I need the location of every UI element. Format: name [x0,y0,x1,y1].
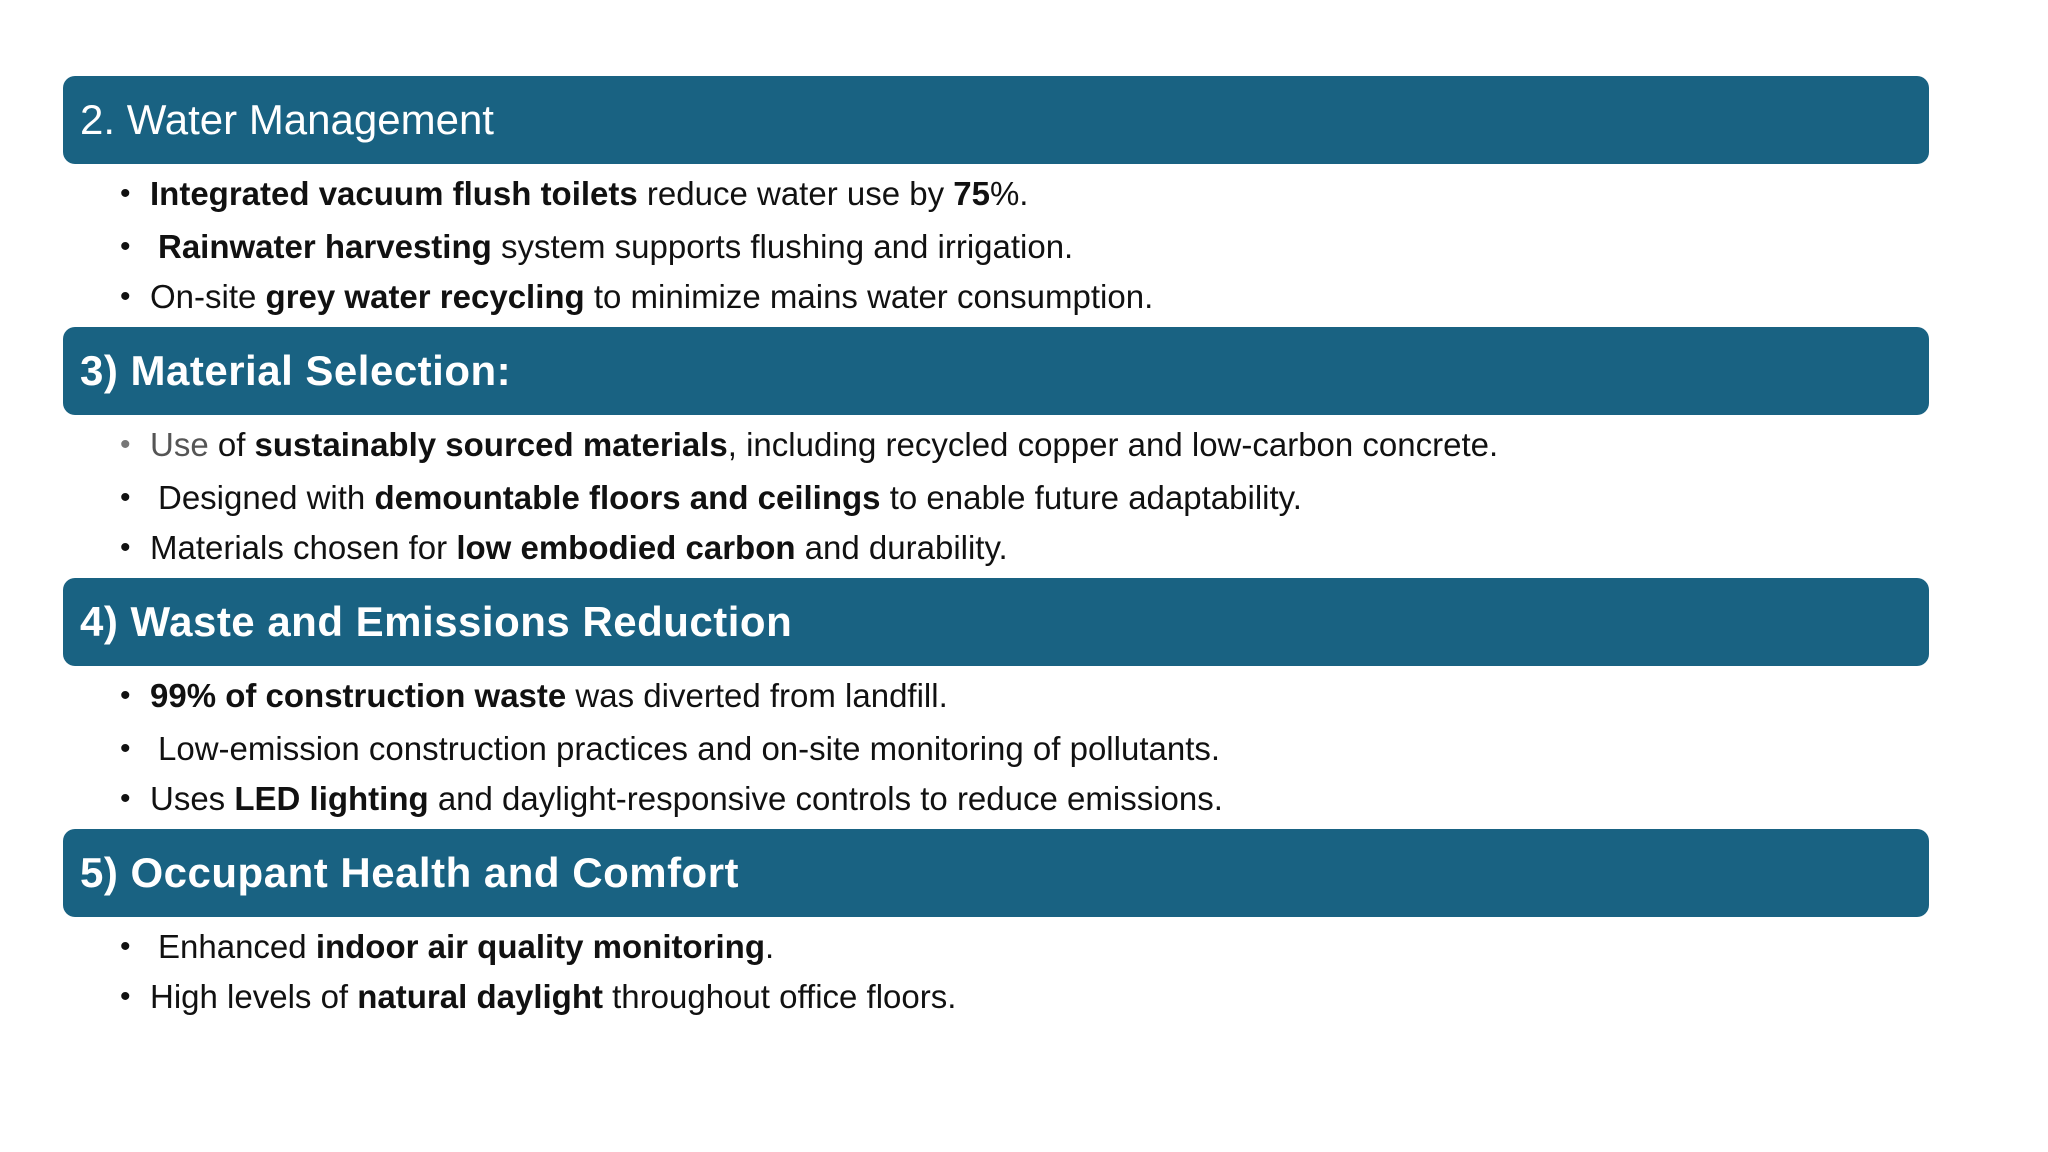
list-item [120,727,1220,771]
bullet-icon: • [120,732,131,765]
list-item [120,777,1223,821]
section-header-material-selection [63,327,1929,415]
bold-text: natural daylight [357,978,603,1015]
text: Materials chosen for [150,529,457,566]
text: of [208,426,255,463]
bold-text: 99% of construction waste [150,677,567,714]
bullet-icon: • [120,230,131,263]
bold-text: sustainably sourced materials [254,426,728,463]
list-item [120,476,1302,520]
section-header-waste-emissions [63,578,1929,666]
bullet-icon: • [120,782,131,815]
text: was diverted from landfill. [566,677,948,714]
list-item [120,674,948,718]
section-title: 3) Material Selection: [80,347,512,394]
text: and durability. [795,529,1008,566]
bullet-icon: • [120,980,131,1013]
text: High levels of [150,978,358,1015]
text: . [764,928,775,965]
section-title: 4) Waste and Emissions Reduction [80,598,793,645]
text: Use [150,426,209,463]
bullet-icon: • [120,679,131,712]
bullet-icon: • [120,531,131,564]
text: throughout office floors. [602,978,957,1015]
section-header-water-management [63,76,1929,164]
bold-text: indoor air quality monitoring [315,928,765,965]
text: Enhanced [158,928,316,965]
text: On-site [150,278,266,315]
bold-text: 75 [953,175,990,212]
section-header-occupant-health [63,829,1929,917]
list-item [120,275,1153,319]
bullet-icon: • [120,177,131,210]
text: , including recycled copper and low-carbon concrete. [727,426,1499,463]
text: system supports flushing and irrigation. [491,228,1074,265]
bold-text: Rainwater harvesting [158,228,492,265]
bullet-icon: • [120,481,131,514]
text: to minimize mains water consumption. [584,278,1154,315]
list-item [120,526,1008,570]
bold-text: LED lighting [234,780,429,817]
text: and daylight-responsive controls to reduce emissions. [428,780,1223,817]
bullet-icon: • [120,280,131,313]
text: Designed with [158,479,375,516]
list-item [120,172,1028,216]
list-item [120,925,774,969]
text: Uses [150,780,235,817]
bold-text: low embodied carbon [456,529,796,566]
text: to enable future adaptability. [880,479,1302,516]
section-title: 2. Water Management [80,96,494,143]
bullet-icon: • [120,428,131,461]
bold-text: Integrated vacuum flush toilets [150,175,638,212]
list-item [120,975,956,1019]
bullet-icon: • [120,930,131,963]
bold-text: demountable floors and ceilings [374,479,881,516]
bold-text: grey water recycling [265,278,585,315]
section-title: 5) Occupant Health and Comfort [80,849,740,896]
text: Low-emission construction practices and on-site monitoring of pollutants. [158,730,1221,767]
text: %. [989,175,1029,212]
list-item [120,225,1073,269]
text: reduce water use by [637,175,954,212]
list-item [120,423,1498,467]
